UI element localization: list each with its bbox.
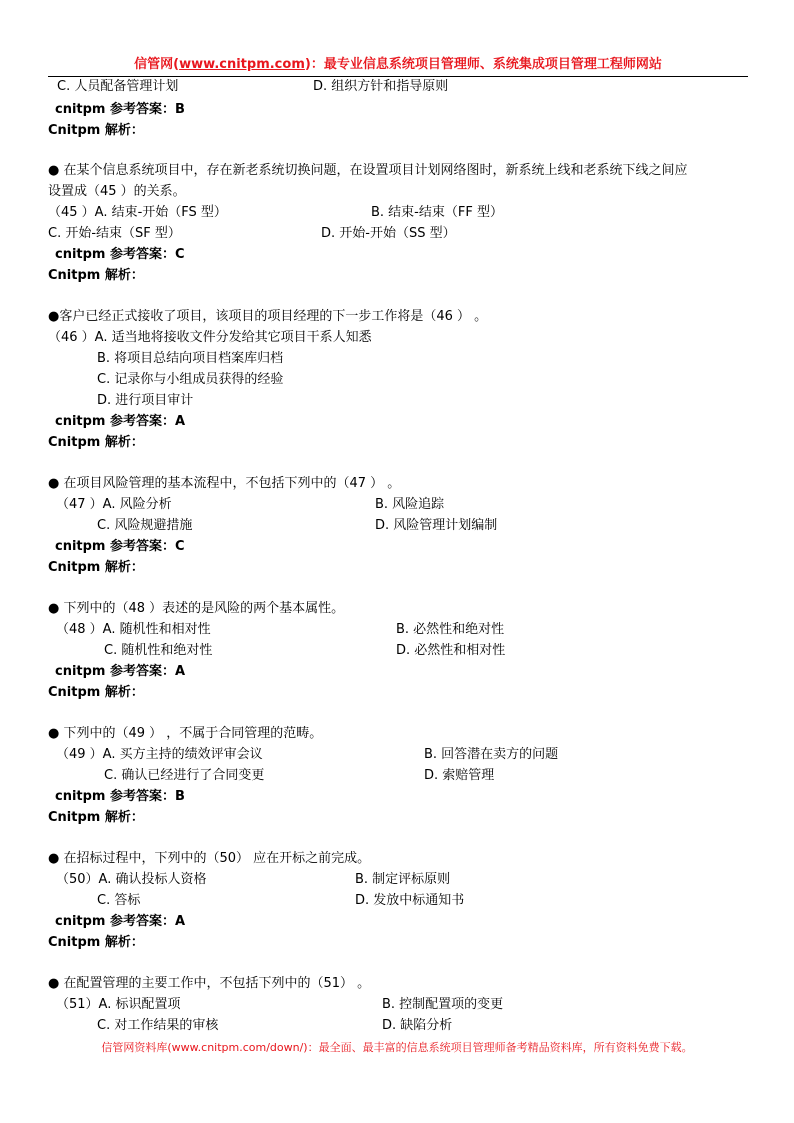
q45-option-d: D. 开始-开始（SS 型） [321, 226, 456, 241]
q44-option-d: D. 组织方针和指导原则 [313, 79, 449, 94]
q51-option-c: C. 对工作结果的审核 [97, 1018, 219, 1033]
q50-option-b: B. 制定评标原则 [355, 872, 451, 887]
q50-option-d: D. 发放中标通知书 [355, 893, 465, 908]
q50-analysis: Cnitpm 解析： [48, 935, 144, 950]
q46-stem: ●客户已经正式接收了项目，该项目的项目经理的下一步工作将是（46 ） 。 [48, 309, 488, 324]
q47-answer: cnitpm 参考答案：C [55, 539, 185, 554]
q48-stem: ● 下列中的（48 ）表述的是风险的两个基本属性。 [48, 601, 345, 616]
q49-answer: cnitpm 参考答案：B [55, 789, 185, 804]
q47-option-d: D. 风险管理计划编制 [375, 518, 498, 533]
q47-option-b: B. 风险追踪 [375, 497, 445, 512]
q50-stem: ● 在招标过程中，下列中的（50） 应在开标之前完成。 [48, 851, 371, 866]
header-prefix: 信管网( [134, 57, 180, 72]
q48-option-b: B. 必然性和绝对性 [396, 622, 505, 637]
q48-analysis: Cnitpm 解析： [48, 685, 144, 700]
q50-option-a: （50）A. 确认投标人资格 [56, 872, 207, 887]
header-suffix: )：最专业信息系统项目管理师、系统集成项目管理工程师网站 [304, 57, 662, 72]
q51-stem: ● 在配置管理的主要工作中，不包括下列中的（51） 。 [48, 976, 371, 991]
q49-option-d: D. 索赔管理 [424, 768, 495, 783]
q50-answer: cnitpm 参考答案：A [55, 914, 186, 929]
q45-stem-line2: 设置成（45 ）的关系。 [48, 184, 186, 199]
q51-option-d: D. 缺陷分析 [382, 1018, 453, 1033]
q47-option-a: （47 ）A. 风险分析 [56, 497, 172, 512]
q45-analysis: Cnitpm 解析： [48, 268, 144, 283]
q45-stem-line1: ● 在某个信息系统项目中，存在新老系统切换问题，在设置项目计划网络图时，新系统上线和老系统下线之间应 [48, 163, 688, 178]
header-rule [48, 76, 748, 77]
header-url-link[interactable]: www.cnitpm.com [179, 57, 305, 72]
q48-option-d: D. 必然性和相对性 [396, 643, 506, 658]
q47-stem: ● 在项目风险管理的基本流程中，不包括下列中的（47 ） 。 [48, 476, 401, 491]
q46-option-a: （46 ）A. 适当地将接收文件分发给其它项目干系人知悉 [48, 330, 372, 345]
q46-option-c: C. 记录你与小组成员获得的经验 [97, 372, 284, 387]
q48-option-c: C. 随机性和绝对性 [104, 643, 213, 658]
q46-option-b: B. 将项目总结向项目档案库归档 [97, 351, 284, 366]
q49-analysis: Cnitpm 解析： [48, 810, 144, 825]
q51-option-b: B. 控制配置项的变更 [382, 997, 504, 1012]
q46-answer: cnitpm 参考答案：A [55, 414, 186, 429]
q49-option-c: C. 确认已经进行了合同变更 [104, 768, 265, 783]
q49-option-a: （49 ）A. 买方主持的绩效评审会议 [56, 747, 263, 762]
q47-option-c: C. 风险规避措施 [97, 518, 193, 533]
q51-option-a: （51）A. 标识配置项 [56, 997, 181, 1012]
q45-option-c: C. 开始-结束（SF 型） [48, 226, 181, 241]
q44-analysis: Cnitpm 解析： [48, 123, 144, 138]
q46-option-d: D. 进行项目审计 [97, 393, 194, 408]
q46-analysis: Cnitpm 解析： [48, 435, 144, 450]
q44-answer: cnitpm 参考答案：B [55, 102, 185, 117]
page-footer: 信管网资料库(www.cnitpm.com/down/)：最全面、最丰富的信息系统项目管理师备考精品资料库，所有资料免费下载。 [101, 1041, 693, 1054]
q50-option-c: C. 答标 [97, 893, 141, 908]
page-header [48, 56, 748, 74]
q45-option-a: （45 ）A. 结束-开始（FS 型） [48, 205, 227, 220]
q45-answer: cnitpm 参考答案：C [55, 247, 185, 262]
q49-option-b: B. 回答潜在卖方的问题 [424, 747, 559, 762]
q49-stem: ● 下列中的（49 ） ，不属于合同管理的范畴。 [48, 726, 323, 741]
q44-option-c: C. 人员配备管理计划 [57, 79, 179, 94]
q48-option-a: （48 ）A. 随机性和相对性 [56, 622, 211, 637]
q47-analysis: Cnitpm 解析： [48, 560, 144, 575]
q45-option-b: B. 结束-结束（FF 型） [371, 205, 503, 220]
q48-answer: cnitpm 参考答案：A [55, 664, 186, 679]
